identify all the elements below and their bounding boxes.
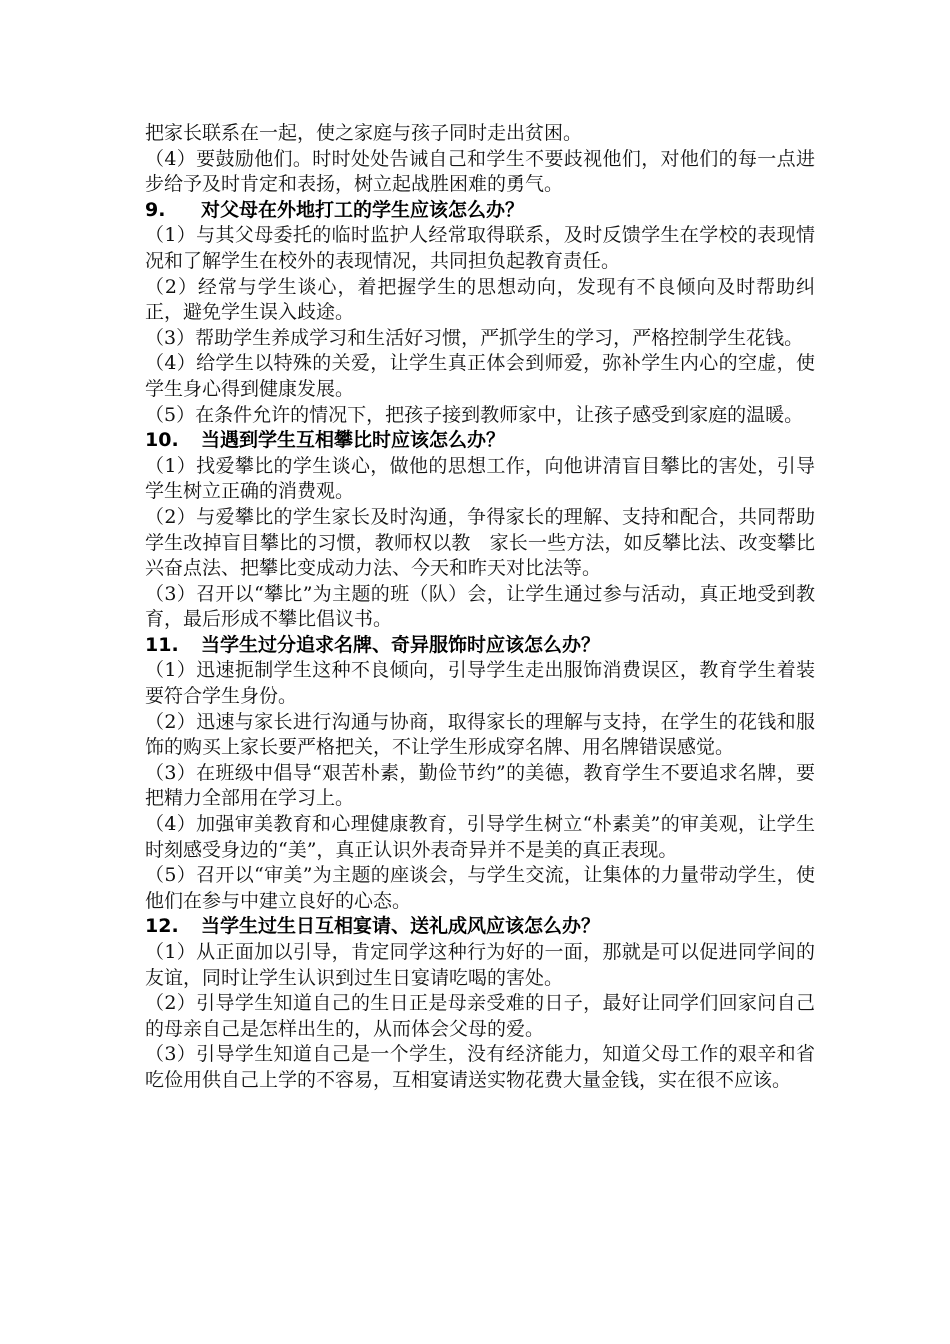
- section-title: 当学生过生日互相宴请、送礼成风应该怎么办？: [201, 915, 601, 938]
- intro-paragraph: （4）要鼓励他们。时时处处告诫自己和学生不要歧视他们，对他们的每一点进步给予及时肯定和表扬，树立起战胜困难的勇气。: [145, 147, 815, 196]
- list-item: （4）加强审美教育和心理健康教育，引导学生树立“朴素美”的审美观，让学生时刻感受身边的“美”，真正认识外表奇异并不是美的真正表现。: [145, 813, 815, 861]
- section-heading: [145, 914, 815, 940]
- list-item: （4）给学生以特殊的关爱，让学生真正体会到师爱，弥补学生内心的空虚，使学生身心得到健康发展。: [145, 352, 815, 400]
- section-11: [145, 633, 815, 915]
- list-item: （2）与爱攀比的学生家长及时沟通，争得家长的理解、支持和配合，共同帮助学生改掉盲目攀比的习惯，教师权以教 家长一些方法，如反攀比法、改变攀比兴奋点法、把攀比变成动力法、今天和昨天对比法等。: [145, 505, 815, 580]
- section-number: 10.: [145, 429, 179, 452]
- list-item: （2）迅速与家长进行沟通与协商，取得家长的理解与支持，在学生的花钱和服饰的购买上家长要严格把关，不让学生形成穿名牌、用名牌错误感觉。: [145, 710, 815, 759]
- list-item: （3）在班级中倡导“艰苦朴素，勤俭节约”的美德，教育学生不要追求名牌，要把精力全部用在学习上。: [145, 761, 815, 810]
- list-item: （2）经常与学生谈心，着把握学生的思想动向，发现有不良倾向及时帮助纠正，避免学生误入歧途。: [145, 275, 815, 324]
- list-item: （5）在条件允许的情况下，把孩子接到教师家中，让孩子感受到家庭的温暖。: [145, 403, 804, 426]
- section-title: 对父母在外地打工的学生应该怎么办？: [201, 198, 525, 221]
- section-10: [145, 428, 815, 633]
- list-item: （3）召开以“攀比”为主题的班（队）会，让学生通过参与活动，真正地受到教育，最后形成不攀比倡议书。: [145, 582, 815, 631]
- section-heading: [145, 633, 815, 659]
- list-item: （5）召开以“审美”为主题的座谈会，与学生交流，让集体的力量带动学生，使他们在参与中建立良好的心态。: [145, 864, 815, 912]
- intro-paragraph: 把家长联系在一起，使之家庭与孩子同时走出贫困。: [145, 122, 583, 144]
- section-number: 9.: [145, 198, 166, 221]
- section-number: 12.: [145, 915, 179, 938]
- list-item: （1）与其父母委托的临时监护人经常取得联系，及时反馈学生在学校的表现情况和了解学生在校外的表现情况，共同担负起教育责任。: [145, 224, 815, 272]
- section-heading: [145, 428, 815, 454]
- section-title: 当遇到学生互相攀比时应该怎么办？: [201, 429, 506, 452]
- list-item: （1）找爱攀比的学生谈心，做他的思想工作，向他讲清盲目攀比的害处，引导学生树立正确的消费观。: [145, 454, 815, 503]
- document-page: [145, 121, 815, 1094]
- section-heading: [145, 198, 815, 224]
- section-number: 11.: [145, 633, 179, 656]
- section-12: [145, 914, 815, 1093]
- section-title: 当学生过分追求名牌、奇异服饰时应该怎么办？: [201, 633, 601, 656]
- list-item: （1）从正面加以引导，肯定同学这种行为好的一面，那就是可以促进同学间的友谊，同时让学生认识到过生日宴请吃喝的害处。: [145, 941, 815, 989]
- list-item: （1）迅速扼制学生这种不良倾向，引导学生走出服饰消费误区，教育学生着装要符合学生身份。: [145, 659, 815, 708]
- section-9: [145, 198, 815, 428]
- list-item: （3）帮助学生养成学习和生活好习惯，严抓学生的学习，严格控制学生花钱。: [145, 326, 804, 349]
- list-item: （2）引导学生知道自己的生日正是母亲受难的日子，最好让同学们回家问自己的母亲自己是怎样出生的，从而体会父母的爱。: [145, 992, 815, 1040]
- list-item: （3）引导学生知道自己是一个学生，没有经济能力，知道父母工作的艰辛和省吃俭用供自己上学的不容易，互相宴请送实物花费大量金钱，实在很不应该。: [145, 1043, 815, 1091]
